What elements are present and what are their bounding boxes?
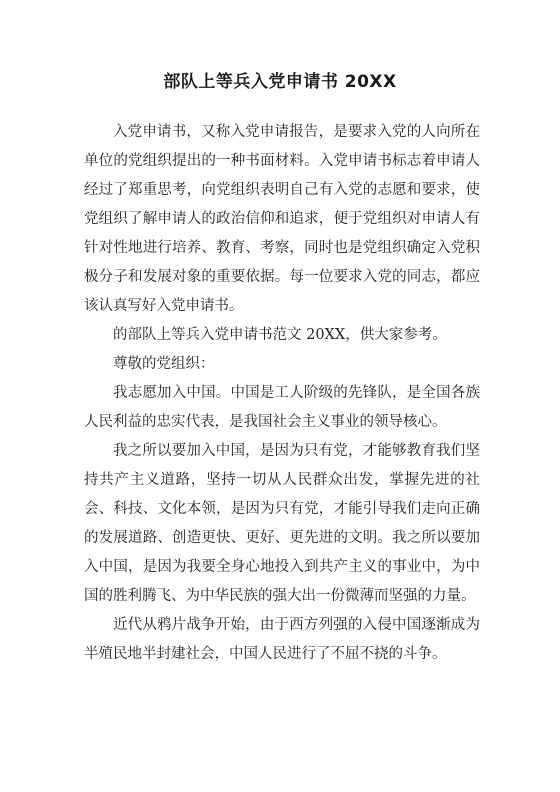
paragraph-history: 近代从鸦片战争开始，由于西方列强的入侵中国逐渐成为半殖民地半封建社会，中国人民进行了不屈不挠的斗争。	[84, 617, 480, 662]
document-body	[84, 118, 480, 669]
paragraph-salutation: 尊敬的党组织：	[113, 356, 215, 372]
paragraph-pledge: 我志愿加入中国。中国是工人阶级的先锋队，是全国各族人民利益的忠实代表，是我国社会主义事业的领导核心。	[84, 385, 480, 430]
paragraph-intro: 入党申请书，又称入党申请报告，是要求入党的人向所在单位的党组织提出的一种书面材料。入党申请书标志着申请人经过了郑重思考，向党组织表明自己有入党的志愿和要求，使党组织了解申请人的政治信仰和追求，便于党组织对申请人有针对性地进行培养、教育、考察，同时也是党组织确定入党积极分子和发展对象的重要依据。每一位要求入党的同志，都应该认真写好入党申请书。	[84, 124, 480, 314]
paragraph-sample-note: 的部队上等兵入党申请书范文 20XX，供大家参考。	[113, 327, 447, 343]
document-title: 部队上等兵入党申请书 20XX	[163, 72, 397, 92]
paragraph-reason: 我之所以要加入中国，是因为只有党，才能够教育我们坚持共产主义道路，坚持一切从人民群众出发，掌握先进的社会、科技、文化本领，是因为只有党，才能引导我们走向正确的发展道路、创造更快、更好、更先进的文明。我之所以要加入中国，是因为我要全身心地投入到共产主义的事业中，为中国的胜利腾飞、为中华民族的强大出一份微薄而坚强的力量。	[84, 443, 480, 604]
